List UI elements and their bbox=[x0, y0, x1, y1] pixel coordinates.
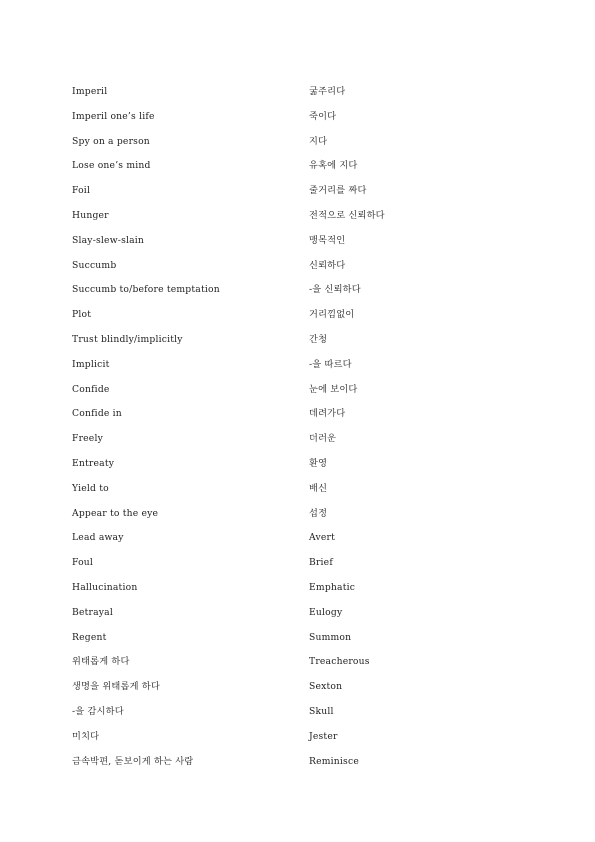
english-term: Imperil one’s life bbox=[72, 110, 155, 122]
english-term: Imperil bbox=[72, 86, 108, 97]
english-term: Entreaty bbox=[72, 457, 115, 469]
list-item bbox=[0, 85, 595, 110]
list-item bbox=[0, 234, 595, 259]
english-term: Jester bbox=[309, 730, 338, 742]
list-item bbox=[0, 407, 595, 432]
english-term: Reminisce bbox=[309, 755, 359, 767]
english-term: Slay-slew-slain bbox=[72, 234, 145, 246]
english-term: Confide bbox=[72, 383, 110, 395]
english-term: Appear to the eye bbox=[72, 507, 159, 519]
list-item bbox=[0, 358, 595, 383]
english-term: Treacherous bbox=[309, 656, 370, 668]
list-item bbox=[0, 531, 595, 556]
list-item bbox=[0, 581, 595, 606]
korean-term: 굶주리다 bbox=[309, 86, 346, 97]
korean-term: -을 따르다 bbox=[309, 358, 352, 370]
list-item bbox=[0, 135, 595, 160]
korean-term: -을 감시하다 bbox=[72, 705, 124, 717]
english-term: Foul bbox=[72, 557, 94, 569]
korean-term: -을 신뢰하다 bbox=[309, 284, 361, 296]
korean-term: 데려가다 bbox=[309, 408, 346, 420]
list-item bbox=[0, 655, 595, 680]
list-item bbox=[0, 482, 595, 507]
list-item bbox=[0, 680, 595, 705]
english-term: Plot bbox=[72, 309, 92, 321]
english-term: Succumb bbox=[72, 259, 117, 271]
korean-term: 더러운 bbox=[309, 433, 337, 445]
list-item bbox=[0, 606, 595, 631]
korean-term: 간청 bbox=[309, 333, 328, 345]
english-term: Yield to bbox=[72, 482, 109, 494]
korean-term: 지다 bbox=[309, 135, 328, 147]
english-term: Hallucination bbox=[72, 581, 138, 593]
korean-term: 배신 bbox=[309, 482, 328, 494]
korean-term: 유혹에 지다 bbox=[309, 160, 358, 172]
english-term: Regent bbox=[72, 631, 107, 643]
english-term: Brief bbox=[309, 557, 333, 569]
english-term: Foil bbox=[72, 185, 91, 197]
korean-term: 환영 bbox=[309, 457, 328, 469]
english-term: Implicit bbox=[72, 358, 110, 370]
korean-term: 섭정 bbox=[309, 507, 328, 519]
korean-term: 금속박편, 돋보이게 하는 사람 bbox=[72, 755, 194, 767]
vocabulary-list bbox=[0, 85, 595, 779]
english-term: Skull bbox=[309, 705, 334, 717]
english-term: Confide in bbox=[72, 408, 122, 420]
list-item bbox=[0, 184, 595, 209]
list-item bbox=[0, 259, 595, 284]
list-item bbox=[0, 432, 595, 457]
list-item bbox=[0, 308, 595, 333]
list-item bbox=[0, 333, 595, 358]
list-item bbox=[0, 631, 595, 656]
list-item bbox=[0, 110, 595, 135]
english-term: Lose one’s mind bbox=[72, 160, 151, 172]
list-item bbox=[0, 755, 595, 780]
list-item bbox=[0, 159, 595, 184]
english-term: Trust blindly/implicitly bbox=[72, 333, 183, 345]
english-term: Freely bbox=[72, 433, 103, 445]
english-term: Avert bbox=[309, 532, 335, 544]
list-item bbox=[0, 705, 595, 730]
korean-term: 위태롭게 하다 bbox=[72, 656, 130, 668]
list-item bbox=[0, 283, 595, 308]
korean-term: 죽이다 bbox=[309, 110, 337, 122]
korean-term: 생명을 위태롭게 하다 bbox=[72, 681, 160, 693]
english-term: Betrayal bbox=[72, 606, 113, 618]
list-item bbox=[0, 209, 595, 234]
korean-term: 신뢰하다 bbox=[309, 259, 346, 271]
english-term: Sexton bbox=[309, 681, 343, 693]
korean-term: 미치다 bbox=[72, 730, 100, 742]
list-item bbox=[0, 507, 595, 532]
korean-term: 전적으로 신뢰하다 bbox=[309, 209, 385, 221]
english-term: Lead away bbox=[72, 532, 124, 544]
list-item bbox=[0, 556, 595, 581]
english-term: Hunger bbox=[72, 209, 109, 221]
english-term: Spy on a person bbox=[72, 135, 150, 147]
english-term: Eulogy bbox=[309, 606, 343, 618]
english-term: Succumb to/before temptation bbox=[72, 284, 220, 296]
list-item bbox=[0, 383, 595, 408]
list-item bbox=[0, 730, 595, 755]
english-term: Summon bbox=[309, 631, 352, 643]
english-term: Emphatic bbox=[309, 581, 356, 593]
korean-term: 눈에 보이다 bbox=[309, 383, 358, 395]
list-item bbox=[0, 457, 595, 482]
korean-term: 맹목적인 bbox=[309, 234, 346, 246]
korean-term: 줄거리를 짜다 bbox=[309, 185, 367, 197]
korean-term: 거리낌없이 bbox=[309, 309, 355, 321]
